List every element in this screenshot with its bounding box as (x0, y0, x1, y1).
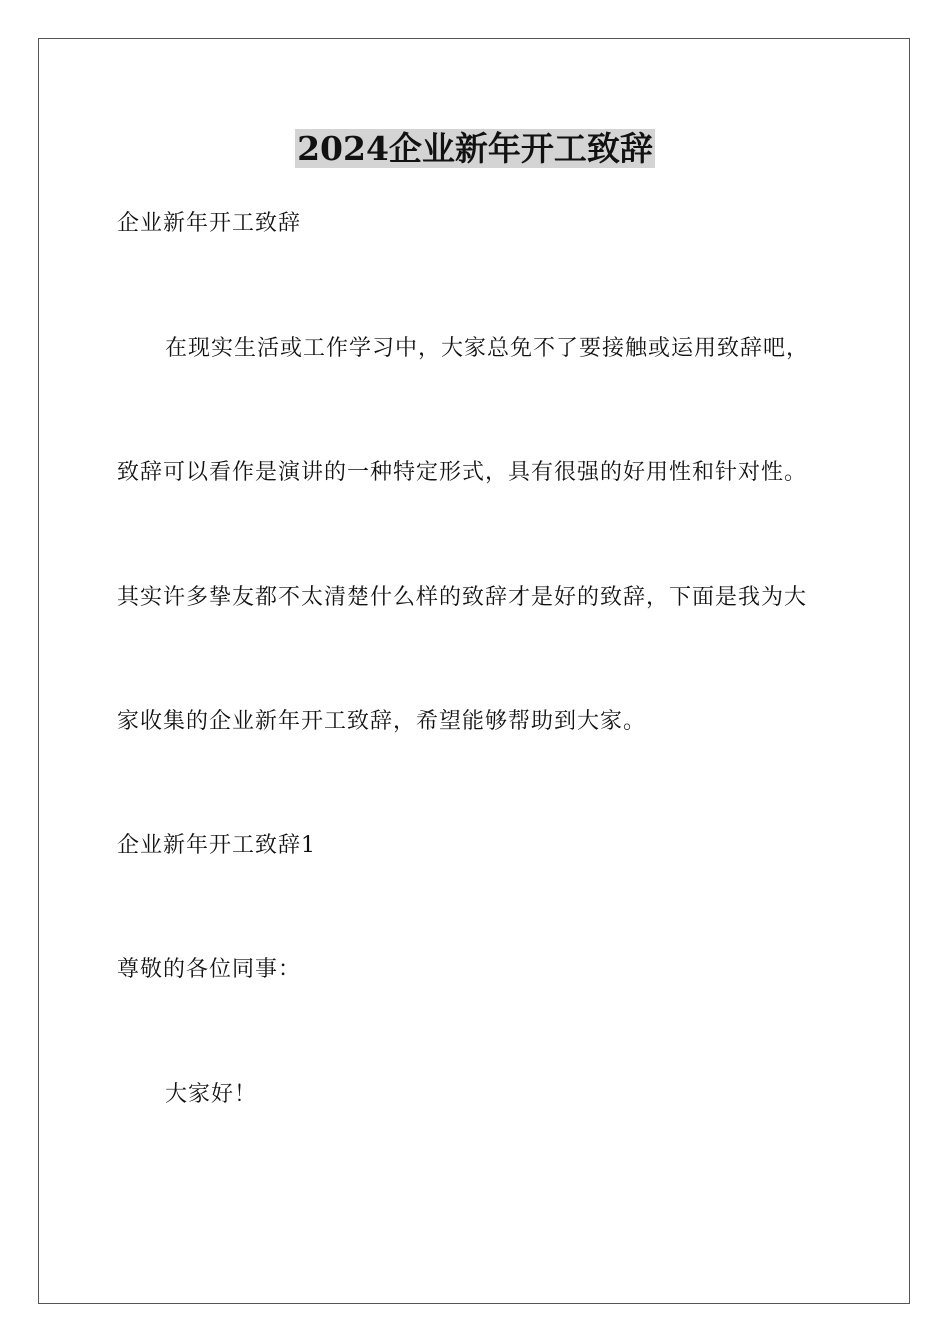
section-heading: 企业新年开工致辞1 (117, 833, 316, 858)
subtitle-line: 企业新年开工致辞 (117, 211, 302, 236)
paragraph-line-3: 其实许多挚友都不太清楚什么样的致辞才是好的致辞，下面是我为大 (117, 585, 808, 610)
salutation-line: 尊敬的各位同事： (117, 957, 302, 982)
paragraph-line-2: 致辞可以看作是演讲的一种特定形式，具有很强的好用性和针对性。 (117, 460, 808, 485)
paragraph-line-4: 家收集的企业新年开工致辞，希望能够帮助到大家。 (117, 709, 647, 734)
document-title (0, 128, 950, 170)
document-title-text: 2024企业新年开工致辞 (297, 129, 653, 168)
paragraph-line-1: 在现实生活或工作学习中，大家总免不了要接触或运用致辞吧， (165, 336, 810, 361)
greeting-line: 大家好！ (165, 1082, 258, 1107)
